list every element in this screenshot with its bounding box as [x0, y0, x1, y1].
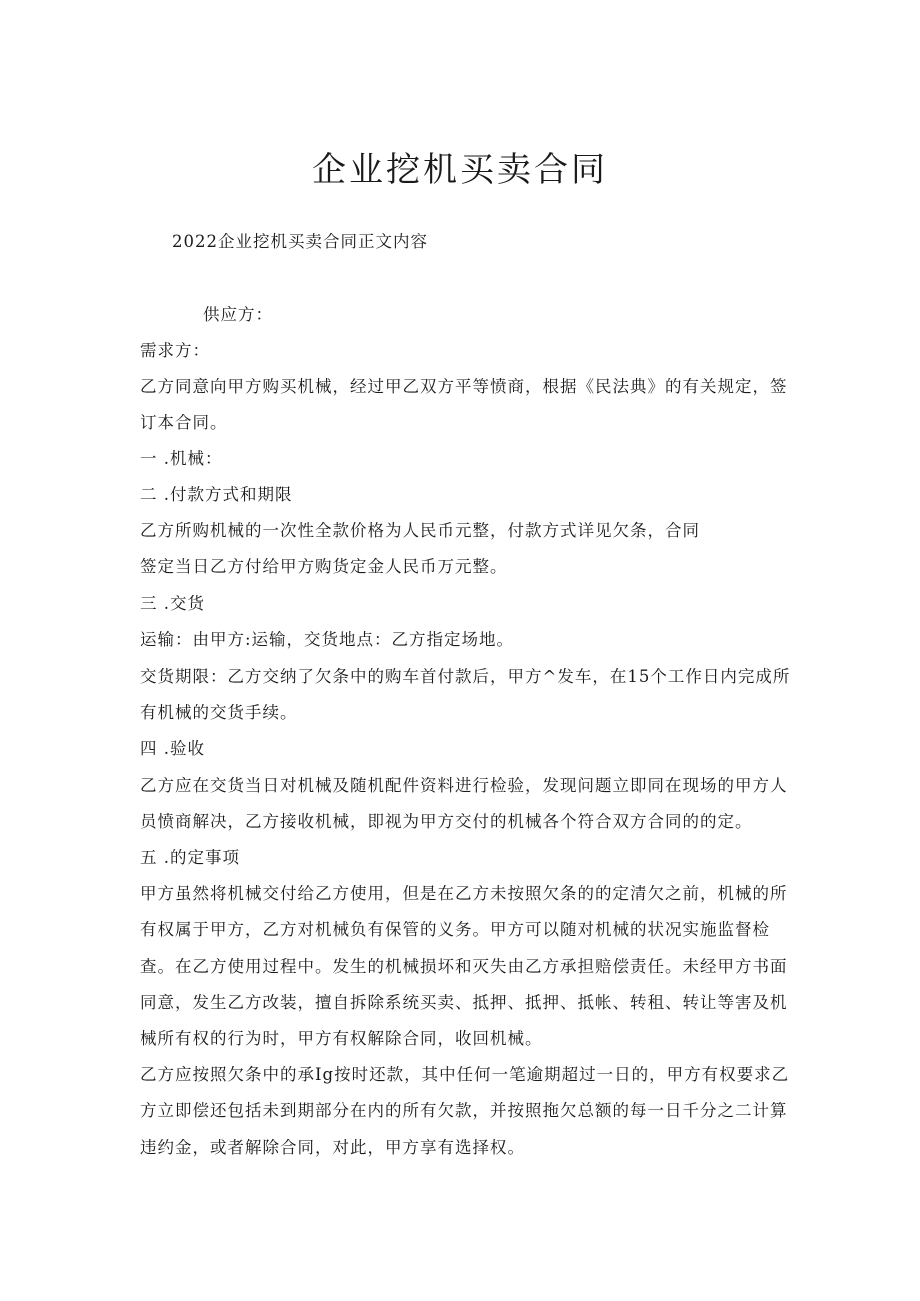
terms-line-7: 方立即偿还包括未到期部分在内的所有欠款，并按照拖欠总额的每一日千分之二计算	[140, 1101, 788, 1120]
terms-line-5: 械所有权的行为时，甲方有权解除合同，收回机械。	[140, 1029, 543, 1048]
terms-line-4: 同意，发生乙方改装，擅自拆除系统买卖、抵押、抵押、抵帐、转租、转让等害及机	[140, 993, 788, 1012]
terms-line-6: 乙方应按照欠条中的承Ig按时还款，其中任何一笔逾期超过一日的，甲方有权要求乙	[140, 1065, 790, 1084]
section-heading-payment: 二 .付款方式和期限	[140, 485, 293, 504]
acceptance-line-2: 员愤商解决，乙方接收机械，即视为甲方交付的机械各个符合双方合同的的定。	[140, 812, 753, 831]
intro-line-2: 订本合同。	[140, 413, 228, 432]
section-heading-terms: 五 .的定事项	[140, 848, 240, 867]
delivery-line-2: 有机械的交货手续。	[140, 703, 298, 722]
section-heading-delivery: 三 .交货	[140, 594, 205, 613]
document-title: 企业挖机买卖合同	[312, 150, 608, 190]
terms-line-1: 甲方虽然将机械交付给乙方使用，但是在乙方未按照欠条的的定清欠之前，机械的所	[140, 884, 788, 903]
document-subtitle: 2022企业挖机买卖合同正文内容	[172, 232, 428, 251]
terms-line-8: 违约金，或者解除合同，对此，甲方享有选择权。	[140, 1138, 525, 1157]
delivery-line-1: 交货期限：乙方交纳了欠条中的购车首付款后，甲方^发车，在15个工作日内完成所	[140, 667, 791, 686]
acceptance-line-1: 乙方应在交货当日对机械及随机配件资料进行检验，发现问题立即同在现场的甲方人	[140, 776, 788, 795]
buyer-label: 需求方：	[140, 341, 210, 360]
supplier-label: 供应方：	[203, 305, 273, 324]
terms-line-3: 查。在乙方使用过程中。发生的机械损坏和灭失由乙方承担赔偿责任。未经甲方书面	[140, 957, 788, 976]
terms-line-2: 有权属于甲方，乙方对机械负有保管的义务。甲方可以随对机械的状况实施监督检	[140, 920, 770, 939]
intro-line-1: 乙方同意向甲方购买机械，经过甲乙双方平等愤商，根据《民法典》的有关规定，签	[140, 377, 788, 396]
section-heading-machinery: 一 .机械：	[140, 449, 223, 468]
payment-line-1: 乙方所购机械的一次性全款价格为人民币元整，付款方式详见欠条，合同	[140, 521, 700, 540]
section-heading-acceptance: 四 .验收	[140, 739, 205, 758]
payment-line-2: 签定当日乙方付给甲方购货定金人民币万元整。	[140, 557, 508, 576]
transport-line: 运输：由甲方:运输，交货地点：乙方指定场地。	[140, 630, 515, 649]
